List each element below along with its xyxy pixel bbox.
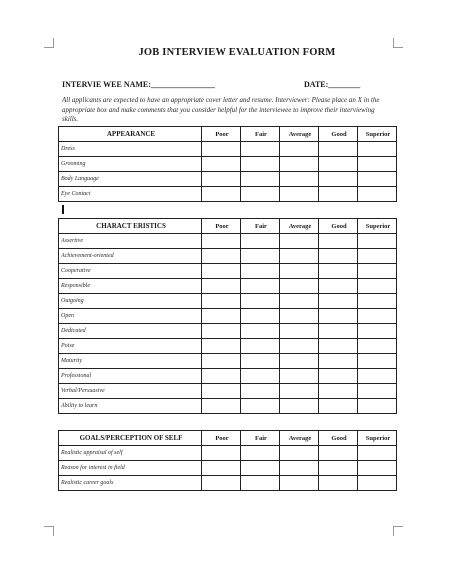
rating-cell[interactable] [241, 384, 280, 399]
table-row [59, 309, 397, 324]
rating-cell[interactable] [319, 249, 358, 264]
rating-cell[interactable] [202, 384, 241, 399]
table-header-row [59, 431, 397, 446]
row-label: Verbal/Persuasive [59, 384, 202, 399]
rating-cell[interactable] [358, 309, 397, 324]
rating-cell[interactable] [241, 446, 280, 461]
rating-cell[interactable] [358, 446, 397, 461]
paragraph-marker [62, 205, 64, 214]
rating-cell[interactable] [319, 234, 358, 249]
rating-cell[interactable] [358, 399, 397, 414]
row-label: Outgoing [59, 294, 202, 309]
page-margin-mark [44, 526, 54, 536]
col-fair: Fair [241, 127, 280, 142]
table-row [59, 172, 397, 187]
interviewee-name-field[interactable] [62, 80, 392, 89]
date-field[interactable]: DATE:________ [304, 80, 361, 89]
rating-cell[interactable] [319, 461, 358, 476]
rating-cell[interactable] [319, 294, 358, 309]
rating-cell[interactable] [202, 249, 241, 264]
col-poor: Poor [202, 431, 241, 446]
section-header: APPEARANCE [59, 127, 202, 142]
rating-cell[interactable] [358, 339, 397, 354]
row-label: Grooming [59, 157, 202, 172]
rating-cell[interactable] [202, 399, 241, 414]
rating-cell[interactable] [319, 172, 358, 187]
col-good: Good [319, 219, 358, 234]
row-label: Ability to learn [59, 399, 202, 414]
col-average: Average [280, 127, 319, 142]
rating-cell[interactable] [241, 399, 280, 414]
rating-cell[interactable] [241, 339, 280, 354]
rating-cell[interactable] [358, 249, 397, 264]
rating-cell[interactable] [280, 157, 319, 172]
row-label: Achievement-oriented [59, 249, 202, 264]
table-row [59, 157, 397, 172]
rating-cell[interactable] [319, 399, 358, 414]
rating-cell[interactable] [202, 446, 241, 461]
rating-cell[interactable] [358, 187, 397, 202]
col-fair: Fair [241, 219, 280, 234]
row-label: Dedicated [59, 324, 202, 339]
rating-cell[interactable] [241, 324, 280, 339]
rating-cell[interactable] [358, 384, 397, 399]
rating-cell[interactable] [280, 339, 319, 354]
rating-cell[interactable] [319, 384, 358, 399]
row-label: Eye Contact [59, 187, 202, 202]
rating-cell[interactable] [358, 279, 397, 294]
rating-cell[interactable] [280, 369, 319, 384]
page-margin-mark [393, 526, 403, 536]
table-row [59, 234, 397, 249]
table-row [59, 384, 397, 399]
rating-cell[interactable] [202, 369, 241, 384]
rating-cell[interactable] [280, 399, 319, 414]
row-label: Dress [59, 142, 202, 157]
row-label: Assertive [59, 234, 202, 249]
table-row [59, 249, 397, 264]
rating-cell[interactable] [280, 187, 319, 202]
rating-cell[interactable] [280, 476, 319, 491]
row-label: Professional [59, 369, 202, 384]
rating-cell[interactable] [280, 234, 319, 249]
rating-cell[interactable] [358, 157, 397, 172]
rating-cell[interactable] [241, 279, 280, 294]
col-good: Good [319, 127, 358, 142]
rating-cell[interactable] [358, 476, 397, 491]
rating-cell[interactable] [319, 339, 358, 354]
table-row [59, 187, 397, 202]
rating-cell[interactable] [202, 476, 241, 491]
interviewee-name-label: INTERVIE WEE NAME:________________ [62, 80, 215, 89]
table-row [59, 324, 397, 339]
table-row [59, 354, 397, 369]
col-poor: Poor [202, 219, 241, 234]
row-label: Poise [59, 339, 202, 354]
form-instructions: All applicants are expected to have an appropriate cover letter and resume. Interviewer: Please place an X in the appropriate box and make comments that you consider helpful for the interviewee to improve their interviewing skills. [62, 96, 380, 124]
table-row [59, 279, 397, 294]
col-average: Average [280, 431, 319, 446]
rating-cell[interactable] [241, 157, 280, 172]
rating-cell[interactable] [358, 264, 397, 279]
col-good: Good [319, 431, 358, 446]
col-average: Average [280, 219, 319, 234]
col-superior: Superior [358, 219, 397, 234]
row-label: Reason for interest in field [59, 461, 202, 476]
rating-cell[interactable] [202, 309, 241, 324]
row-label: Body Language [59, 172, 202, 187]
rating-cell[interactable] [358, 234, 397, 249]
rating-cell[interactable] [280, 461, 319, 476]
rating-cell[interactable] [202, 354, 241, 369]
col-superior: Superior [358, 127, 397, 142]
col-poor: Poor [202, 127, 241, 142]
rating-cell[interactable] [319, 264, 358, 279]
row-label: Responsible [59, 279, 202, 294]
table-header-row [59, 127, 397, 142]
rating-cell[interactable] [202, 234, 241, 249]
rating-cell[interactable] [241, 249, 280, 264]
rating-cell[interactable] [319, 187, 358, 202]
table-row [59, 142, 397, 157]
rating-cell[interactable] [358, 324, 397, 339]
rating-cell[interactable] [241, 309, 280, 324]
table-row [59, 476, 397, 491]
rating-cell[interactable] [358, 142, 397, 157]
rating-cell[interactable] [280, 446, 319, 461]
rating-cell[interactable] [280, 324, 319, 339]
rating-cell[interactable] [280, 279, 319, 294]
section-header: GOALS/PERCEPTION OF SELF [59, 431, 202, 446]
row-label: Realistic career goals [59, 476, 202, 491]
rating-cell[interactable] [319, 354, 358, 369]
rating-cell[interactable] [319, 157, 358, 172]
rating-cell[interactable] [241, 172, 280, 187]
table-row [59, 339, 397, 354]
section-header: CHARACT ERISTICS [59, 219, 202, 234]
rating-cell[interactable] [202, 187, 241, 202]
rating-cell[interactable] [319, 446, 358, 461]
table-row [59, 399, 397, 414]
rating-cell[interactable] [358, 172, 397, 187]
rating-cell[interactable] [202, 294, 241, 309]
rating-cell[interactable] [202, 461, 241, 476]
rating-cell[interactable] [241, 264, 280, 279]
rating-cell[interactable] [241, 142, 280, 157]
appearance-table [58, 126, 397, 202]
table-row [59, 446, 397, 461]
table-row [59, 294, 397, 309]
rating-cell[interactable] [202, 157, 241, 172]
rating-cell[interactable] [202, 142, 241, 157]
rating-cell[interactable] [202, 172, 241, 187]
rating-cell[interactable] [280, 384, 319, 399]
rating-cell[interactable] [202, 279, 241, 294]
row-label: Cooperative [59, 264, 202, 279]
rating-cell[interactable] [280, 309, 319, 324]
rating-cell[interactable] [280, 264, 319, 279]
rating-cell[interactable] [280, 172, 319, 187]
rating-cell[interactable] [280, 142, 319, 157]
rating-cell[interactable] [241, 476, 280, 491]
row-label: Realistic appraisal of self [59, 446, 202, 461]
goals-table [58, 430, 397, 491]
rating-cell[interactable] [202, 339, 241, 354]
row-label: Maturity [59, 354, 202, 369]
rating-cell[interactable] [280, 249, 319, 264]
rating-cell[interactable] [319, 309, 358, 324]
rating-cell[interactable] [280, 294, 319, 309]
rating-cell[interactable] [241, 461, 280, 476]
table-row [59, 461, 397, 476]
rating-cell[interactable] [358, 354, 397, 369]
rating-cell[interactable] [241, 369, 280, 384]
rating-cell[interactable] [358, 294, 397, 309]
rating-cell[interactable] [241, 187, 280, 202]
characteristics-table [58, 218, 397, 414]
rating-cell[interactable] [319, 476, 358, 491]
rating-cell[interactable] [358, 369, 397, 384]
rating-cell[interactable] [241, 354, 280, 369]
table-row [59, 264, 397, 279]
col-fair: Fair [241, 431, 280, 446]
rating-cell[interactable] [202, 324, 241, 339]
form-title: JOB INTERVIEW EVALUATION FORM [138, 47, 336, 58]
row-label: Open [59, 309, 202, 324]
rating-cell[interactable] [319, 369, 358, 384]
table-header-row [59, 219, 397, 234]
rating-cell[interactable] [280, 354, 319, 369]
rating-cell[interactable] [319, 324, 358, 339]
rating-cell[interactable] [319, 279, 358, 294]
col-superior: Superior [358, 431, 397, 446]
table-row [59, 369, 397, 384]
rating-cell[interactable] [319, 142, 358, 157]
rating-cell[interactable] [241, 234, 280, 249]
rating-cell[interactable] [202, 264, 241, 279]
rating-cell[interactable] [241, 294, 280, 309]
rating-cell[interactable] [358, 461, 397, 476]
